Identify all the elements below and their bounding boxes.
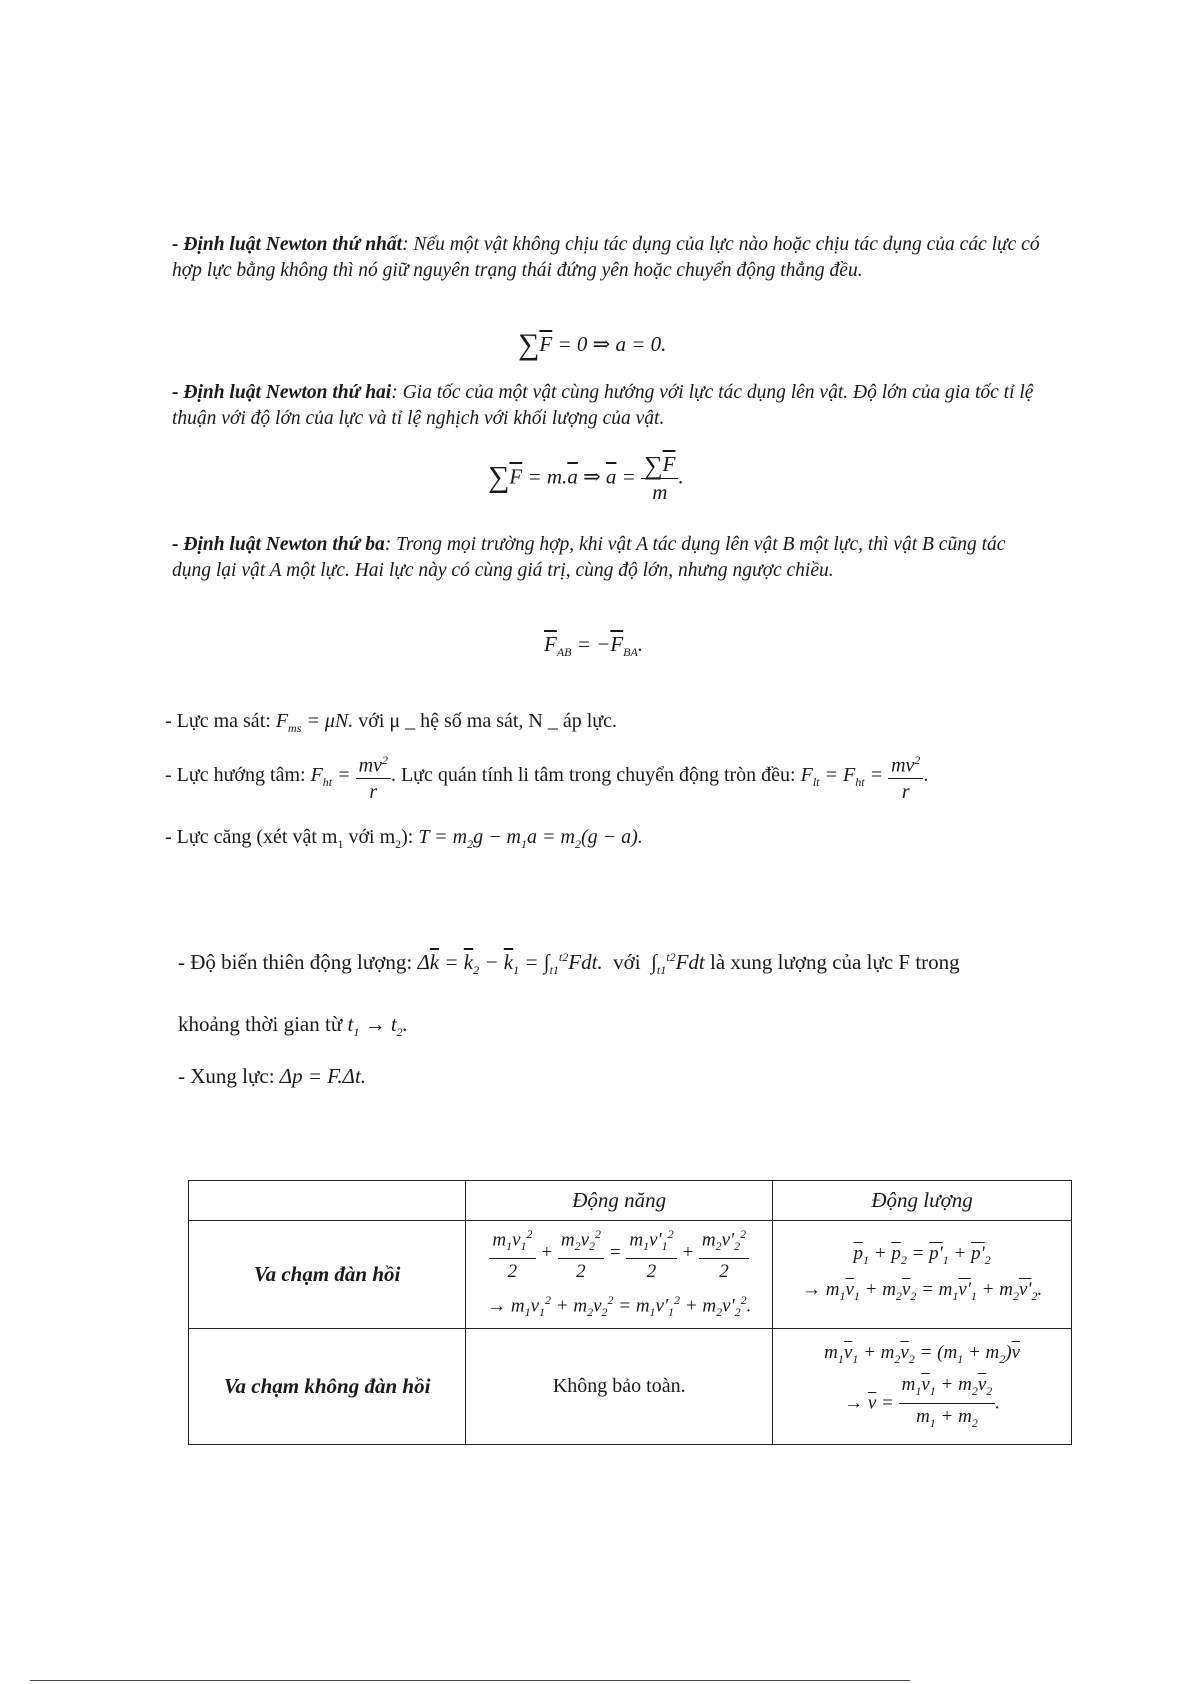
elastic-collision-label: Va chạm đàn hồi (189, 1221, 466, 1329)
newton-third-law (172, 532, 1042, 584)
inelastic-momentum-cell: $m_1\overline{v}_1 + m_2\overline{v}_2 = (m_1 + m_2)\overline{v}$ → $\overline{v}$ = $\frac{m_1\overline{v}_1 + m_2\overline{v}_2}{m_1 + m_2}$ . (773, 1329, 1072, 1445)
inelastic-energy-cell: Không bảo toàn. (466, 1329, 773, 1445)
newton-first-title: - Định luật Newton thứ nhất (172, 234, 403, 255)
newton-first-text: : Nếu một vật không chịu tác dụng của lực nào hoặc chịu tác dụng của các lực có hợp lực bằng không thì nó giữ nguyên trạng thái đứng yên hoặc chuyển động thẳng đều. (172, 234, 1040, 281)
friction-force-line: - Lực ma sát: $F_{ms} = \mu N$. với μ _ hệ số ma sát, N _ áp lực. (165, 710, 618, 735)
tension-mid: với m (343, 826, 396, 848)
footer-rule (30, 1680, 910, 1681)
momentum-header: Động lượng (773, 1181, 1072, 1221)
tension-end: ): (401, 826, 414, 848)
centripetal-label: - Lực hướng tâm: (165, 763, 306, 786)
friction-description: với μ _ hệ số ma sát, N _ áp lực. (358, 710, 618, 732)
newton-second-text: : Gia tốc của một vật cùng hướng với lực tác dụng lên vật. Độ lớn của gia tốc tỉ lệ thuận với độ lớn của lực và tỉ lệ nghịch với khối lượng của vật. (172, 382, 1034, 429)
elastic-momentum-cell: $\overline{p}_1 + \overline{p}_2 = p'_1 + p'_2$ → $m_1\overline{v}_1 + m_2\overline{v}_2 = m_1v'_1 + m_2v'_2$. (773, 1221, 1072, 1329)
newton-first-law (172, 232, 1042, 284)
newton-third-title: - Định luật Newton thứ ba (172, 534, 385, 555)
newton-third-text: : Trong mọi trường hợp, khi vật A tác dụng lên vật B một lực, thì vật B cũng tác dụng lại vật A một lực. Hai lực này có cùng giá trị, cùng độ lớn, nhưng ngược chiều. (172, 534, 1006, 581)
centripetal-description: . Lực quán tính li tâm trong chuyển động tròn đều: (390, 763, 796, 786)
newton-second-title: - Định luật Newton thứ hai (172, 382, 392, 403)
inelastic-collision-label: Va chạm không đàn hồi (189, 1329, 466, 1445)
table-header-row (189, 1181, 1072, 1221)
impulse-label: - Xung lực: (178, 1064, 275, 1088)
newton-second-law (172, 380, 1042, 432)
elastic-row (189, 1221, 1072, 1329)
newton-first-formula: $\sum\overline{F} = 0$ ⇒ a = 0. (518, 328, 667, 361)
centripetal-force-line: - Lực hướng tâm: $F_{ht}$ = $\frac{mv^2}{r}$ . Lực quán tính li tâm trong chuyển động tròn đều: $F_{lt} = F_{ht}$ = $\frac{mv^2}{r}$ . (165, 748, 928, 805)
impulse-line: - Xung lực: Δp = F.Δt. (178, 1064, 367, 1088)
inelastic-row (189, 1329, 1072, 1445)
momentum-change-label: - Độ biến thiên động lượng: (178, 950, 413, 974)
friction-label: - Lực ma sát: (165, 710, 271, 732)
newton-second-formula: $\sum\overline{F} = m.\overline{a}$ ⇒ $\overline{a}$ = $\frac{\sum\overline{F}}{m}$ . (488, 451, 684, 504)
newton-third-formula: $\overline{F}_{AB} = -\overline{F}_{BA}$. (544, 632, 644, 660)
momentum-with: với (613, 950, 641, 974)
momentum-change-line: - Độ biến thiên động lượng: $\Delta\overline{k} = \overline{k}_2 - \overline{k}_1 = \int_{t1}^{t2}Fdt$. với $\int_{t1}^{t2}Fdt$ là xung lượng của lực F trong (178, 950, 960, 978)
kinetic-energy-header: Động năng (466, 1181, 773, 1221)
collision-table (188, 1180, 1072, 1445)
table-corner-cell (189, 1181, 466, 1221)
tension-label: - Lực căng (xét vật m (165, 826, 338, 848)
newton-first-formula-text: = 0 ⇒ a = 0. (557, 332, 667, 356)
impulse-text: là xung lượng của lực F trong (710, 950, 960, 974)
elastic-energy-cell: $\frac{m_1v_1^2}{2}$ + $\frac{m_2v_2^2}{2}$ = $\frac{m_1v'_1^2}{2}$ + $\frac{m_2v'_2^2}{2}$ → $m_1v_1^2 + m_2v_2^2 = m_1v'_1^2 + m_2v'_2^2$. (466, 1221, 773, 1329)
interval-text: khoảng thời gian từ (178, 1012, 343, 1036)
tension-force-line: - Lực căng (xét vật $m_1$ với $m_2$): $T = m_2g - m_1a = m_2(g - a)$. (165, 826, 643, 851)
time-interval-line: khoảng thời gian từ $t_1 \to t_2$. (178, 1012, 408, 1040)
